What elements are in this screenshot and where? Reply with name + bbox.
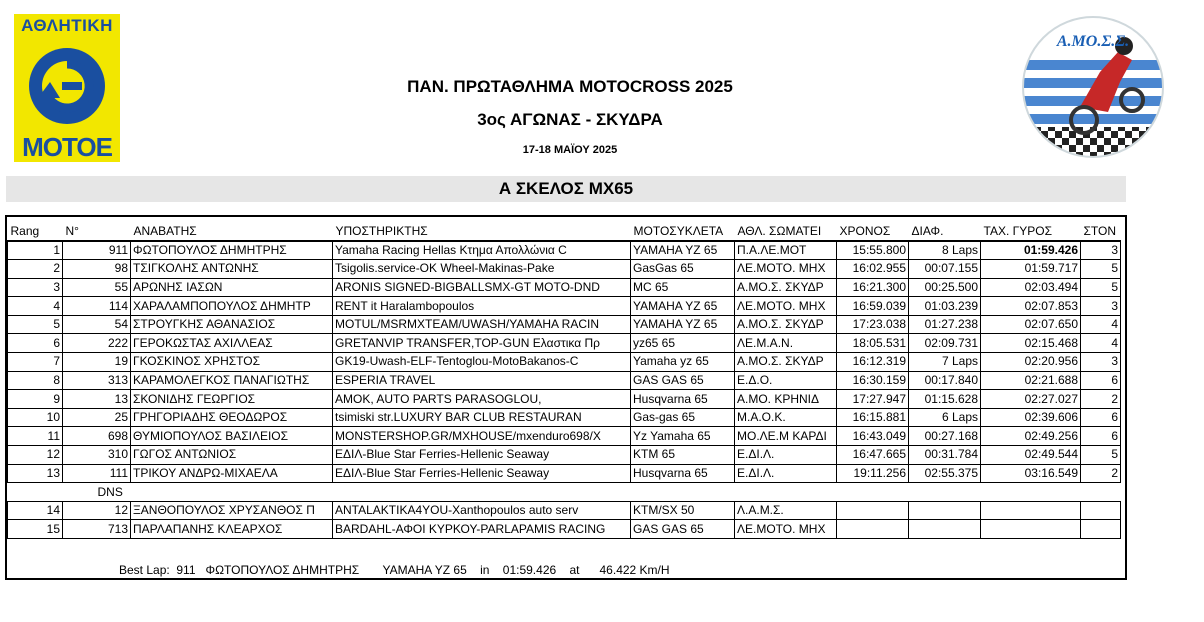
dns-label: DNS [97, 484, 123, 499]
logo-emblem [20, 42, 114, 130]
col-header-rider: ΑΝΑΒΑΤΗΣ [131, 217, 333, 241]
cell-club: Α.ΜΟ.Σ. ΣΚΥΔΡ [735, 278, 837, 297]
col-header-diff: ΔΙΑΦ. [909, 217, 981, 241]
cell-rang: 6 [8, 334, 63, 353]
cell-rang: 14 [8, 501, 63, 520]
cell-diff: 02:09.731 [909, 334, 981, 353]
cell-best-lap: 02:20.956 [981, 353, 1081, 372]
cell-bike: Yz Yamaha 65 [631, 427, 735, 446]
cell-rider: ΓΕΡΟΚΩΣΤΑΣ ΑΧΙΛΛΕΑΣ [131, 334, 333, 353]
best-lap-summary: Best Lap: 911 ΦΩΤΟΠΟΥΛΟΣ ΔΗΜΗΤΡΗΣ YAMAHA YZ 65 in 01:59.426 at 46.422 Km/H [119, 563, 670, 577]
class-title: Α ΣΚΕΛΟΣ MX65 [6, 176, 1126, 202]
cell-rider: ΦΩΤΟΠΟΥΛΟΣ ΔΗΜΗΤΡΗΣ [131, 241, 333, 260]
cell-diff: 01:03.239 [909, 297, 981, 316]
cell-rang: 3 [8, 278, 63, 297]
cell-number: 911 [63, 241, 131, 260]
col-header-sponsor: ΥΠΟΣΤΗΡΙΚΤΗΣ [333, 217, 631, 241]
col-header-time: ΧΡΟΝΟΣ [837, 217, 909, 241]
results-body [8, 241, 1121, 539]
cycle-arrows-icon [20, 42, 114, 130]
cell-best-lap: 02:07.650 [981, 315, 1081, 334]
event-subtitle: 3ος ΑΓΩΝΑΣ - ΣΚΥΔΡΑ [477, 110, 663, 129]
cell-diff: 00:25.500 [909, 278, 981, 297]
cell-sponsor: ARONIS SIGNED-BIGBALLSMX-GT MOTO-DND [333, 278, 631, 297]
cell-sponsor: ΕΔΙΛ-Blue Star Ferries-Hellenic Seaway [333, 464, 631, 483]
cell-time: 16:47.665 [837, 446, 909, 465]
cell-best-lap-number: 6 [1081, 371, 1121, 390]
cell-time: 17:23.038 [837, 315, 909, 334]
cell-number: 13 [63, 390, 131, 409]
col-header-best-lap: ΤΑΧ. ΓΥΡΟΣ [981, 217, 1081, 241]
table-row [8, 260, 1121, 279]
cell-bike: GAS GAS 65 [631, 371, 735, 390]
cell-diff: 8 Laps [909, 241, 981, 260]
cell-bike: Gas-gas 65 [631, 408, 735, 427]
cell-best-lap: 02:49.544 [981, 446, 1081, 465]
cell-best-lap-number: 4 [1081, 315, 1121, 334]
table-row [8, 353, 1121, 372]
cell-rang: 12 [8, 446, 63, 465]
cell-rider: ΑΡΩΝΗΣ ΙΑΣΩΝ [131, 278, 333, 297]
cell-number: 313 [63, 371, 131, 390]
cell-bike: YAMAHA YZ 65 [631, 315, 735, 334]
cell-diff: 7 Laps [909, 353, 981, 372]
cell-bike: KTM/SX 50 [631, 501, 735, 520]
cell-rider: ΓΩΓΟΣ ΑΝΤΩΝΙΟΣ [131, 446, 333, 465]
cell-best-lap-number: 3 [1081, 297, 1121, 316]
table-row [8, 334, 1121, 353]
cell-best-lap: 01:59.426 [981, 241, 1081, 260]
cell-time [837, 501, 909, 520]
cell-bike: yz65 65 [631, 334, 735, 353]
cell-sponsor: MONSTERSHOP.GR/MXHOUSE/mxenduro698/X [333, 427, 631, 446]
col-header-bike: ΜΟΤΟΣΥΚΛΕΤΑ [631, 217, 735, 241]
col-header-best-lap-number: ΣΤΟΝ [1081, 217, 1121, 241]
cell-number: 12 [63, 501, 131, 520]
cell-bike: Husqvarna 65 [631, 390, 735, 409]
cell-time: 16:43.049 [837, 427, 909, 446]
cell-number: 713 [63, 520, 131, 539]
cell-best-lap-number: 6 [1081, 408, 1121, 427]
dns-separator-row [8, 483, 1121, 502]
cell-sponsor: tsimiski str.LUXURY BAR CLUB RESTAURAN [333, 408, 631, 427]
table-row [8, 241, 1121, 260]
cell-club: Ε.Δ.Ο. [735, 371, 837, 390]
cell-time: 19:11.256 [837, 464, 909, 483]
cell-best-lap-number: 6 [1081, 427, 1121, 446]
table-row [8, 297, 1121, 316]
cell-best-lap: 02:49.256 [981, 427, 1081, 446]
cell-number: 54 [63, 315, 131, 334]
cell-bike: Husqvarna 65 [631, 464, 735, 483]
cell-number: 222 [63, 334, 131, 353]
cell-rang: 15 [8, 520, 63, 539]
cell-rider: ΧΑΡΑΛΑΜΠΟΠΟΥΛΟΣ ΔΗΜΗΤΡ [131, 297, 333, 316]
cell-time: 16:59.039 [837, 297, 909, 316]
cell-club: Α.ΜΟ.Σ. ΣΚΥΔΡ [735, 353, 837, 372]
cell-best-lap: 02:39.606 [981, 408, 1081, 427]
cell-rider: ΘΥΜΙΟΠΟΥΛΟΣ ΒΑΣΙΛΕΙΟΣ [131, 427, 333, 446]
cell-rider: ΣΚΟΝΙΔΗΣ ΓΕΩΡΓΙΟΣ [131, 390, 333, 409]
cell-best-lap: 02:07.853 [981, 297, 1081, 316]
cell-club: Α.ΜΟ. ΚΡΗΝΙΔ [735, 390, 837, 409]
cell-rider: ΓΚΟΣΚΙΝΟΣ ΧΡΗΣΤΟΣ [131, 353, 333, 372]
cell-diff: 02:55.375 [909, 464, 981, 483]
cell-sponsor: Yamaha Racing Hellas Κτημα Απολλώνια C [333, 241, 631, 260]
cell-rider: ΞΑΝΘΟΠΟΥΛΟΣ ΧΡΥΣΑΝΘΟΣ Π [131, 501, 333, 520]
cell-time: 16:30.159 [837, 371, 909, 390]
cell-sponsor: MOTUL/MSRMXTEAM/UWASH/YAMAHA RACIN [333, 315, 631, 334]
table-row [8, 427, 1121, 446]
cell-best-lap-number: 3 [1081, 241, 1121, 260]
table-row [8, 408, 1121, 427]
cell-best-lap: 02:27.027 [981, 390, 1081, 409]
cell-diff: 01:15.628 [909, 390, 981, 409]
cell-number: 111 [63, 464, 131, 483]
cell-diff [909, 501, 981, 520]
cell-best-lap: 02:21.688 [981, 371, 1081, 390]
cell-rider: ΤΣΙΓΚΟΛΗΣ ΑΝΤΩΝΗΣ [131, 260, 333, 279]
logo-top-text: ΑΘΛΗΤΙΚΗ [21, 16, 113, 35]
table-row [8, 315, 1121, 334]
table-row [8, 278, 1121, 297]
table-row [8, 390, 1121, 409]
page-title: ΠΑΝ. ΠΡΩΤΑΘΛΗΜΑ MOTOCROSS 2025 [407, 77, 733, 96]
cell-best-lap-number: 5 [1081, 278, 1121, 297]
cell-rider: ΓΡΗΓΟΡΙΑΔΗΣ ΘΕΟΔΩΡΟΣ [131, 408, 333, 427]
cell-best-lap-number: 4 [1081, 334, 1121, 353]
table-row [8, 464, 1121, 483]
cell-best-lap-number: 2 [1081, 464, 1121, 483]
cell-number: 19 [63, 353, 131, 372]
cell-bike: YAMAHA YZ 65 [631, 297, 735, 316]
cell-bike: Yamaha yz 65 [631, 353, 735, 372]
cell-rang: 7 [8, 353, 63, 372]
cell-best-lap-number: 2 [1081, 390, 1121, 409]
cell-rang: 5 [8, 315, 63, 334]
col-header-rang: Rang [8, 217, 63, 241]
cell-time: 16:02.955 [837, 260, 909, 279]
svg-text:Α.ΜΟ.Σ.Σ.: Α.ΜΟ.Σ.Σ. [1056, 33, 1130, 50]
cell-best-lap: 02:03.494 [981, 278, 1081, 297]
col-header-number: N° [63, 217, 131, 241]
event-date: 17-18 ΜΑΪΟΥ 2025 [522, 144, 618, 156]
cell-time: 17:27.947 [837, 390, 909, 409]
cell-club: Π.Α.ΛΕ.ΜΟΤ [735, 241, 837, 260]
table-row [8, 371, 1121, 390]
cell-rider: ΤΡΙΚΟΥ ΑΝΔΡΩ-ΜΙΧΑΕΛΑ [131, 464, 333, 483]
cell-sponsor: Tsigolis.service-OK Wheel-Makinas-Pake [333, 260, 631, 279]
cell-best-lap-number [1081, 520, 1121, 539]
cell-rang: 1 [8, 241, 63, 260]
cell-rang: 2 [8, 260, 63, 279]
cell-bike: GasGas 65 [631, 260, 735, 279]
cell-time: 16:15.881 [837, 408, 909, 427]
cell-number: 25 [63, 408, 131, 427]
cell-club: Λ.Α.Μ.Σ. [735, 501, 837, 520]
cell-club: Μ.Α.Ο.Κ. [735, 408, 837, 427]
results-table [7, 217, 1121, 539]
cell-sponsor: ΕΔΙΛ-Blue Star Ferries-Hellenic Seaway [333, 446, 631, 465]
cell-rider: ΣΤΡΟΥΓΚΗΣ ΑΘΑΝΑΣΙΟΣ [131, 315, 333, 334]
cell-diff: 01:27.238 [909, 315, 981, 334]
cell-sponsor: RENT it Haralambopoulos [333, 297, 631, 316]
cell-sponsor: AMOK, AUTO PARTS PARASOGLOU, [333, 390, 631, 409]
cell-sponsor: ANTALAKTIKA4YOU-Xanthopoulos auto serv [333, 501, 631, 520]
cell-best-lap-number: 3 [1081, 353, 1121, 372]
cell-club: ΛΕ.ΜΟΤΟ. ΜΗΧ [735, 297, 837, 316]
cell-number: 698 [63, 427, 131, 446]
cell-bike: KTM 65 [631, 446, 735, 465]
cell-club: ΛΕ.ΜΟΤΟ. ΜΗΧ [735, 520, 837, 539]
cell-best-lap-number [1081, 501, 1121, 520]
cell-number: 55 [63, 278, 131, 297]
dns-spacer [8, 483, 63, 502]
cell-diff [909, 520, 981, 539]
cell-bike: YAMAHA YZ 65 [631, 241, 735, 260]
cell-rang: 8 [8, 371, 63, 390]
cell-club: Ε.ΔΙ.Λ. [735, 446, 837, 465]
col-header-club: ΑΘΛ. ΣΩΜΑΤΕΙ [735, 217, 837, 241]
cell-club: ΛΕ.ΜΟΤΟ. ΜΗΧ [735, 260, 837, 279]
cell-best-lap [981, 501, 1081, 520]
cell-rang: 11 [8, 427, 63, 446]
cell-club: ΛΕ.Μ.Α.Ν. [735, 334, 837, 353]
cell-diff: 00:31.784 [909, 446, 981, 465]
dns-row [8, 520, 1121, 539]
cell-rang: 9 [8, 390, 63, 409]
cell-time: 16:12.319 [837, 353, 909, 372]
dns-row [8, 501, 1121, 520]
cell-sponsor: ESPERIA TRAVEL [333, 371, 631, 390]
cell-best-lap [981, 520, 1081, 539]
cell-number: 98 [63, 260, 131, 279]
table-header-row [8, 217, 1121, 241]
cell-time: 18:05.531 [837, 334, 909, 353]
cell-diff: 00:27.168 [909, 427, 981, 446]
cell-diff: 6 Laps [909, 408, 981, 427]
cell-bike: MC 65 [631, 278, 735, 297]
cell-time: 16:21.300 [837, 278, 909, 297]
cell-rang: 13 [8, 464, 63, 483]
cell-best-lap: 02:15.468 [981, 334, 1081, 353]
club-logo [1020, 12, 1166, 162]
cell-sponsor: GK19-Uwash-ELF-Tentoglou-MotoBakanos-C [333, 353, 631, 372]
cell-rang: 10 [8, 408, 63, 427]
cell-diff: 00:17.840 [909, 371, 981, 390]
motocross-flag-emblem-icon [1020, 12, 1166, 162]
cell-time [837, 520, 909, 539]
cell-time: 15:55.800 [837, 241, 909, 260]
cell-rang: 4 [8, 297, 63, 316]
logo-bottom-text: ΜΟΤΟΕ [22, 132, 112, 162]
cell-sponsor: GRETANVIP TRANSFER,TOP-GUN Ελαστικα Πρ [333, 334, 631, 353]
cell-rider: ΚΑΡΑΜΟΛΕΓΚΟΣ ΠΑΝΑΓΙΩΤΗΣ [131, 371, 333, 390]
federation-logo [14, 14, 120, 162]
cell-best-lap-number: 5 [1081, 446, 1121, 465]
results-panel [5, 215, 1127, 580]
cell-sponsor: BARDAHL-ΑΦΟΙ ΚΥΡΚΟΥ-PARLAPAMIS RACING [333, 520, 631, 539]
cell-best-lap: 03:16.549 [981, 464, 1081, 483]
cell-diff: 00:07.155 [909, 260, 981, 279]
table-row [8, 446, 1121, 465]
cell-best-lap-number: 5 [1081, 260, 1121, 279]
cell-number: 310 [63, 446, 131, 465]
cell-club: Α.ΜΟ.Σ. ΣΚΥΔΡ [735, 315, 837, 334]
cell-rider: ΠΑΡΛΑΠΑΝΗΣ ΚΛΕΑΡΧΟΣ [131, 520, 333, 539]
cell-club: Ε.ΔΙ.Λ. [735, 464, 837, 483]
cell-best-lap: 01:59.717 [981, 260, 1081, 279]
cell-club: ΜΟ.ΛΕ.Μ ΚΑΡΔΙ [735, 427, 837, 446]
cell-number: 114 [63, 297, 131, 316]
cell-bike: GAS GAS 65 [631, 520, 735, 539]
